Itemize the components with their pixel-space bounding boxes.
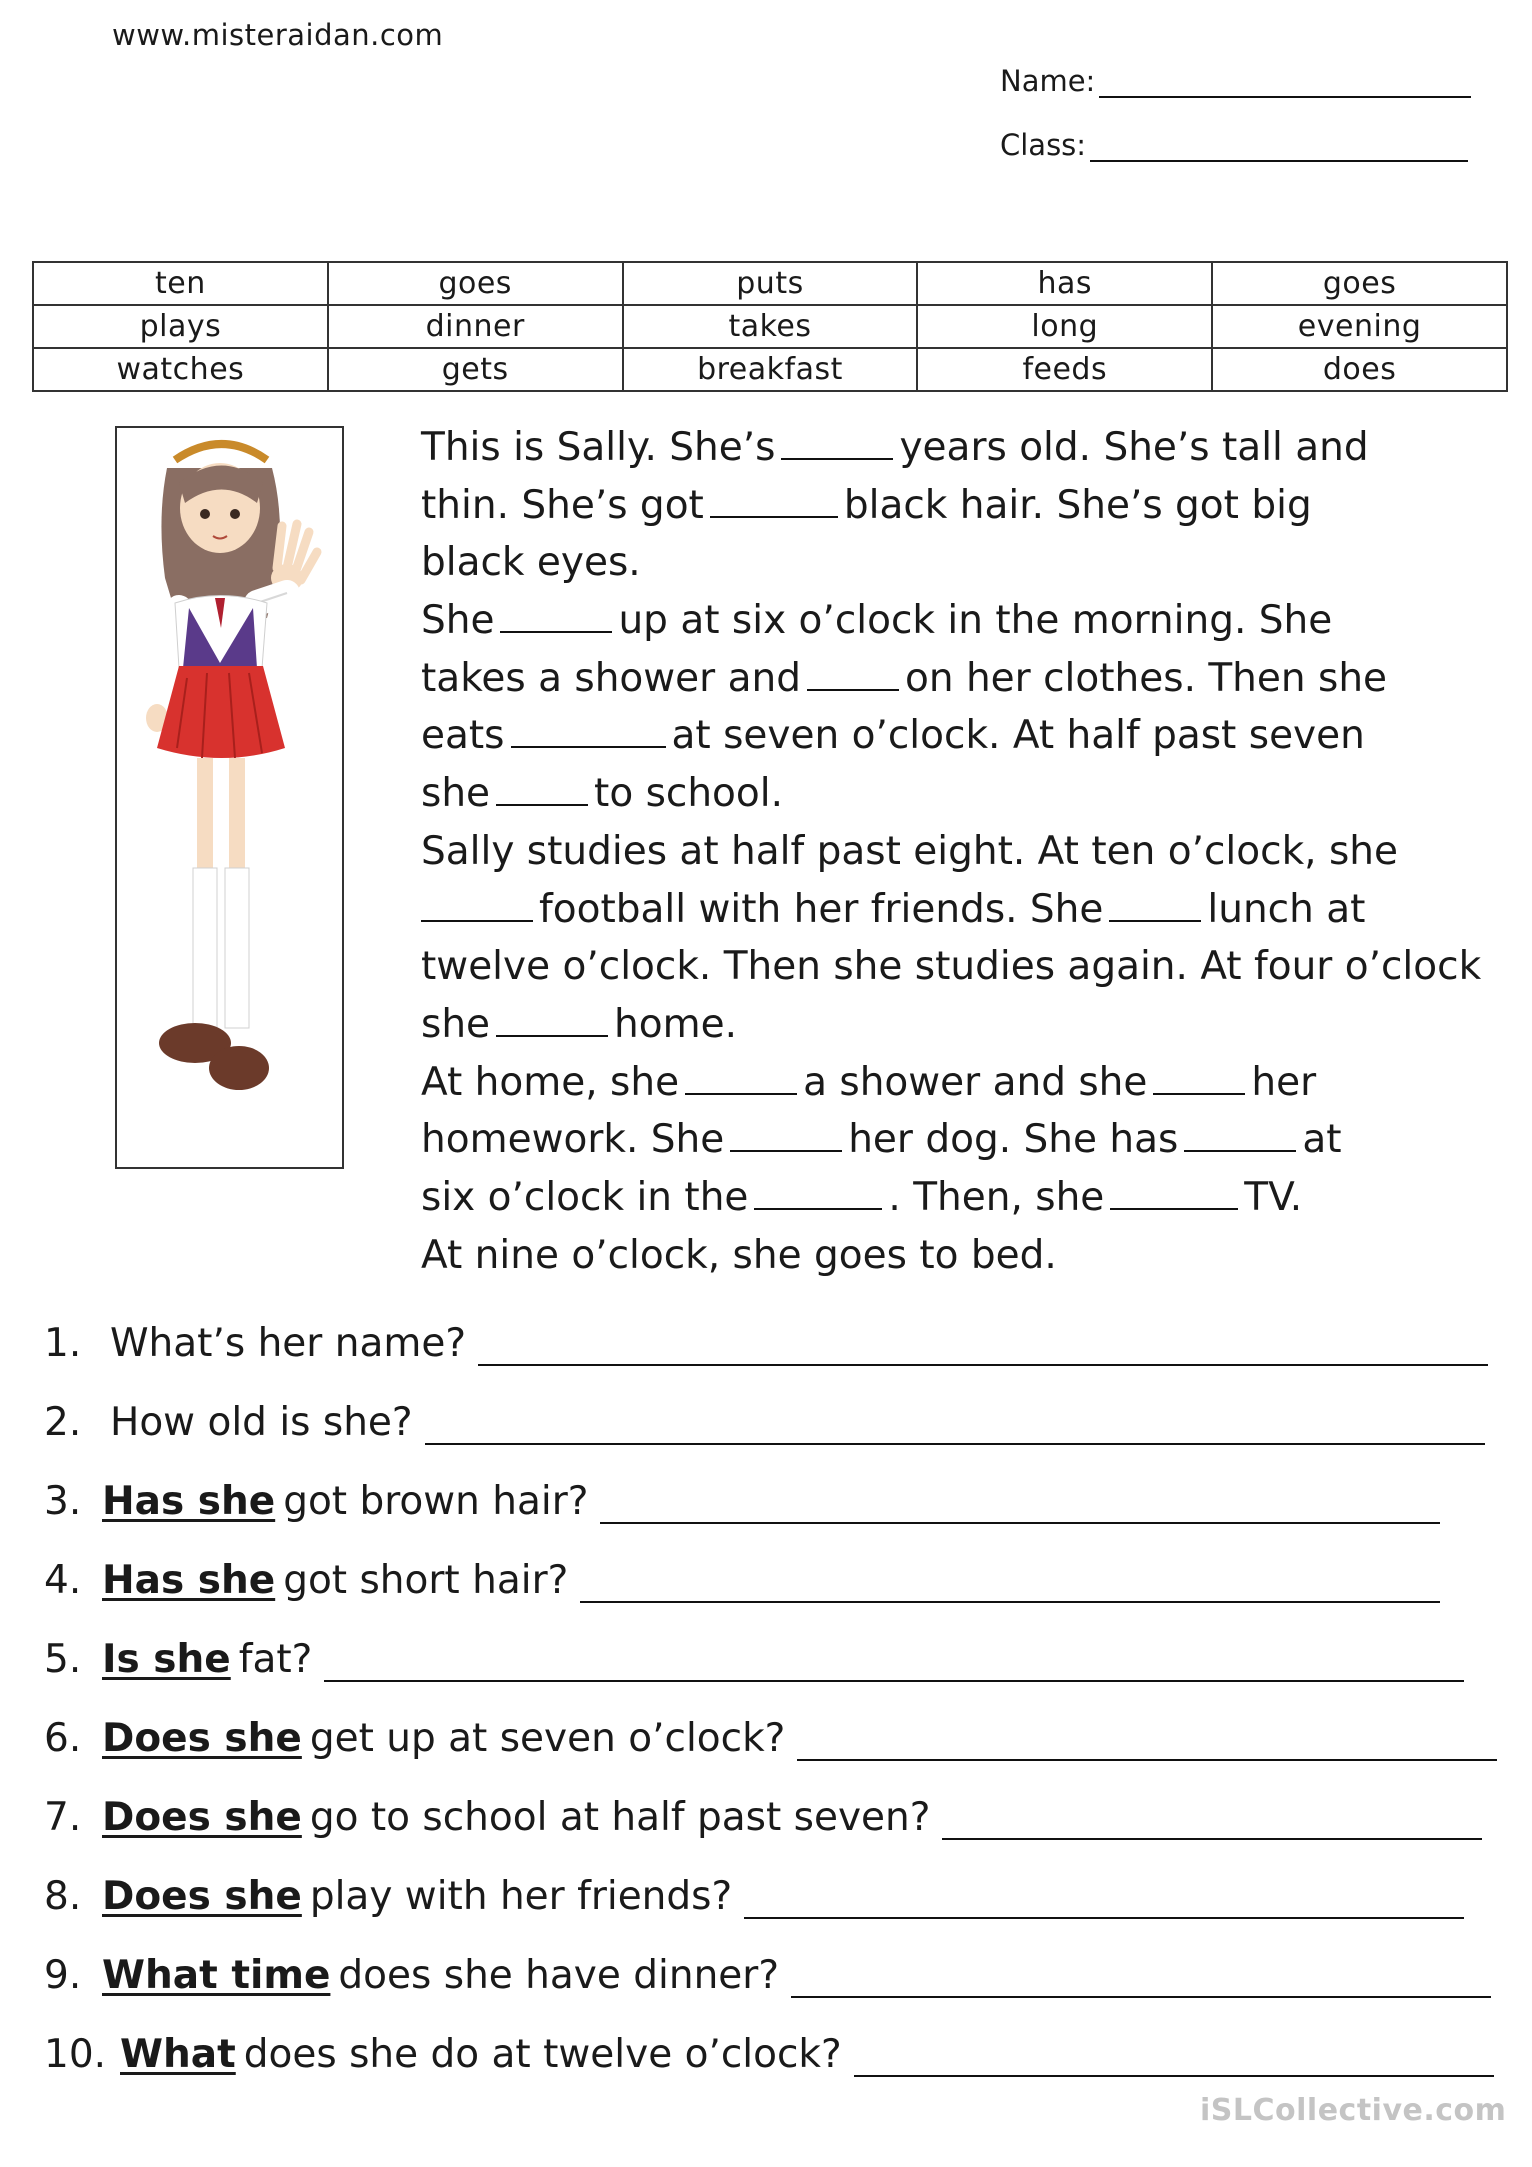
fill-blank[interactable] <box>1109 886 1201 922</box>
story-line <box>421 996 1501 1054</box>
question-keyword: Has she <box>102 1558 276 1603</box>
question-number: 8. <box>44 1874 82 1919</box>
story-line <box>421 1111 1501 1169</box>
fill-blank[interactable] <box>710 482 838 518</box>
question-text: play with her friends? <box>309 1874 733 1919</box>
question-keyword: Does she <box>102 1716 302 1761</box>
story-text: to school. <box>594 771 784 817</box>
story-line <box>421 823 1501 881</box>
question-number: 1. <box>44 1321 82 1366</box>
question-item <box>44 1942 1514 1998</box>
story-text: homework. She <box>421 1117 725 1163</box>
word-cell: evening <box>1212 305 1507 348</box>
story-line <box>421 881 1501 939</box>
fill-blank[interactable] <box>1184 1116 1296 1152</box>
story-text: on her clothes. Then she <box>904 655 1388 701</box>
question-text: What’s her name? <box>110 1321 467 1366</box>
story-text: her dog. She has <box>848 1117 1179 1163</box>
question-text: get up at seven o’clock? <box>309 1716 786 1761</box>
story-text: football with her friends. She <box>539 886 1104 932</box>
question-keyword: Has she <box>102 1479 276 1524</box>
name-input-line[interactable] <box>1099 62 1471 98</box>
answer-line[interactable] <box>324 1640 1464 1682</box>
word-cell: goes <box>328 262 623 305</box>
story-text: twelve o’clock. Then she studies again. At four o’clock <box>421 944 1482 990</box>
story-text: At nine o’clock, she goes to bed. <box>421 1232 1057 1278</box>
story-line <box>421 592 1501 650</box>
question-number: 9. <box>44 1953 82 1998</box>
story-text: takes a shower and <box>421 655 801 701</box>
girl-illustration <box>115 426 344 1169</box>
story-text: TV. <box>1244 1174 1303 1220</box>
word-cell: puts <box>623 262 918 305</box>
question-item <box>44 1705 1514 1761</box>
fill-blank[interactable] <box>496 1001 608 1037</box>
word-cell: ten <box>33 262 328 305</box>
story-text: years old. She’s tall and <box>899 425 1369 470</box>
answer-line[interactable] <box>600 1482 1440 1524</box>
fill-blank[interactable] <box>1153 1059 1245 1095</box>
fill-blank[interactable] <box>807 655 899 691</box>
answer-line[interactable] <box>478 1324 1488 1366</box>
story-text: lunch at <box>1207 886 1366 932</box>
question-number: 7. <box>44 1795 82 1840</box>
story-line <box>421 707 1501 765</box>
story-line <box>421 534 1501 592</box>
word-cell: long <box>917 305 1212 348</box>
class-input-line[interactable] <box>1090 126 1468 162</box>
question-text: How old is she? <box>110 1400 413 1445</box>
question-text: got short hair? <box>283 1558 569 1603</box>
story-text: at <box>1302 1117 1342 1163</box>
question-number: 10. <box>44 2032 107 2077</box>
story-text: At home, she <box>421 1059 680 1105</box>
word-cell: goes <box>1212 262 1507 305</box>
word-bank-row <box>33 348 1507 391</box>
word-cell: plays <box>33 305 328 348</box>
answer-line[interactable] <box>942 1798 1482 1840</box>
name-field <box>1000 62 1471 98</box>
answer-line[interactable] <box>744 1877 1464 1919</box>
class-label: Class: <box>1000 128 1087 162</box>
question-text: does she do at twelve o’clock? <box>243 2032 842 2077</box>
word-cell: breakfast <box>623 348 918 391</box>
question-text: got brown hair? <box>283 1479 589 1524</box>
story-text: black hair. She’s got big <box>843 482 1312 528</box>
question-text: go to school at half past seven? <box>309 1795 931 1840</box>
question-number: 5. <box>44 1637 82 1682</box>
word-bank-table <box>32 261 1508 392</box>
answer-line[interactable] <box>580 1561 1440 1603</box>
name-label: Name: <box>1000 64 1096 98</box>
question-keyword: What <box>120 2032 236 2077</box>
story-text: black eyes. <box>421 540 641 586</box>
word-cell: watches <box>33 348 328 391</box>
question-item <box>44 1784 1514 1840</box>
story-text: home. <box>614 1001 737 1047</box>
fill-blank[interactable] <box>685 1059 797 1095</box>
fill-blank[interactable] <box>1110 1174 1238 1210</box>
story-line <box>421 1227 1501 1285</box>
watermark: iSLCollective.com <box>1200 2093 1507 2128</box>
story-line <box>421 765 1501 823</box>
story-line <box>421 419 1501 477</box>
story-line <box>421 1054 1501 1112</box>
girl-drawing <box>117 428 342 1167</box>
answer-line[interactable] <box>854 2035 1494 2077</box>
answer-line[interactable] <box>425 1403 1485 1445</box>
story-text: eats <box>421 713 505 759</box>
story-text: thin. She’s got <box>421 482 704 528</box>
question-number: 4. <box>44 1558 82 1603</box>
word-cell: does <box>1212 348 1507 391</box>
story-text: a shower and she <box>803 1059 1148 1105</box>
word-cell: takes <box>623 305 918 348</box>
question-item <box>44 2021 1514 2077</box>
question-item <box>44 1468 1514 1524</box>
word-cell: dinner <box>328 305 623 348</box>
question-item <box>44 1389 1514 1445</box>
question-keyword: What time <box>102 1953 331 1998</box>
story-line <box>421 1169 1501 1227</box>
question-item <box>44 1626 1514 1682</box>
word-cell: has <box>917 262 1212 305</box>
word-bank-row <box>33 305 1507 348</box>
answer-line[interactable] <box>791 1956 1491 1998</box>
story-text: her <box>1251 1059 1317 1105</box>
word-cell: feeds <box>917 348 1212 391</box>
question-keyword: Is she <box>102 1637 231 1682</box>
fill-blank[interactable] <box>496 770 588 806</box>
story-line <box>421 477 1501 535</box>
question-keyword: Does she <box>102 1874 302 1919</box>
word-bank-row <box>33 262 1507 305</box>
question-keyword: Does she <box>102 1795 302 1840</box>
story-line <box>421 650 1501 708</box>
question-item <box>44 1547 1514 1603</box>
class-field <box>1000 126 1468 162</box>
question-text: does she have dinner? <box>338 1953 780 1998</box>
story-text: at seven o’clock. At half past seven <box>671 713 1365 759</box>
question-item <box>44 1863 1514 1919</box>
fill-blank[interactable] <box>730 1116 842 1152</box>
fill-blank[interactable] <box>754 1174 882 1210</box>
question-number: 2. <box>44 1400 82 1445</box>
story-text: six o’clock in the <box>421 1174 749 1220</box>
story-text: She <box>421 598 495 644</box>
fill-blank[interactable] <box>421 886 533 922</box>
story-text: . Then, she <box>888 1174 1105 1220</box>
story-line <box>421 938 1501 996</box>
fill-blank[interactable] <box>511 712 666 748</box>
question-number: 6. <box>44 1716 82 1761</box>
question-text: fat? <box>238 1637 313 1682</box>
story-passage <box>421 419 1501 1284</box>
question-number: 3. <box>44 1479 82 1524</box>
story-text: Sally studies at half past eight. At ten o’clock, she <box>421 828 1398 874</box>
story-text: she <box>421 1001 491 1047</box>
word-cell: gets <box>328 348 623 391</box>
story-text: she <box>421 771 491 817</box>
fill-blank[interactable] <box>500 597 612 633</box>
answer-line[interactable] <box>797 1719 1497 1761</box>
story-text: up at six o’clock in the morning. She <box>618 598 1333 644</box>
story-text: This is Sally. She’s <box>421 425 776 470</box>
website-url: www.misteraidan.com <box>112 18 444 52</box>
fill-blank[interactable] <box>781 424 893 460</box>
question-item <box>44 1310 1514 1366</box>
